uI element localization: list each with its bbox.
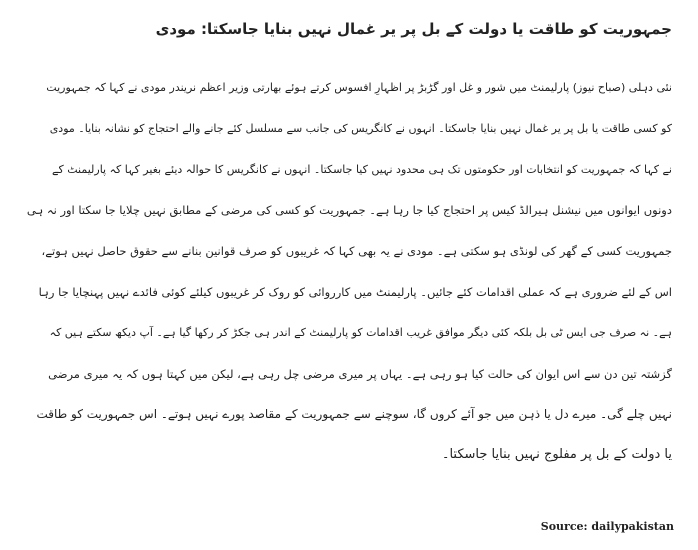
body-line: یا دولت کے بل پر مفلوج نہیں بنایا جاسکتا۔ — [441, 447, 672, 463]
body-line: نہیں چلے گی۔ میرے دل یا ذہن میں جو آئے کروں گا، سوچنے سے جمہوریت کے مقاصد پورے نہیں ہوتے۔ اس جمہوریت کو طاقت — [36, 407, 672, 422]
body-line: کو کسی طاقت یا بل پر یر غمال نہیں بنایا جاسکتا۔ انہوں نے کانگریس کی جانب سے مسلسل کئے جانے والے احتجاج کو نشانہ بنایا۔ مودی — [49, 121, 672, 135]
body-line: اس کے لئے ضروری ہے کہ عملی اقدامات کئے جائیں۔ پارلیمنٹ میں کارروائی کو روک کر غریبوں کیلئے کوئی فائدے نہیں پہنچایا جا رہا — [38, 284, 672, 299]
source-credit: Source: dailypakistan — [540, 520, 674, 533]
body-line: نے کہا کہ جمہوریت کو انتخابات اور حکومتوں تک ہی محدود نہیں کیا جاسکتا۔ انہوں نے کانگریس کا حوالہ دیئے بغیر کہا کہ پارلیمنٹ کے — [52, 162, 672, 176]
article-body — [26, 68, 672, 476]
body-line: دونوں ایوانوں میں نیشنل ہیرالڈ کیس پر احتجاج کیا جا رہا ہے۔ جمہوریت کو کسی کی مرضی کے مطابق نہیں چلایا جا سکتا اور نہ ہی — [26, 203, 672, 218]
article-headline: جمہوریت کو طاقت یا دولت کے بل پر یر غمال نہیں بنایا جاسکتا: مودی — [155, 20, 672, 38]
body-line: ہے۔ نہ صرف جی ایس ٹی بل بلکہ کئی دیگر موافق غریب اقدامات کو پارلیمنٹ کے اندر ہی جکڑ کر رکھا گیا ہے۔ آپ دیکھ سکتے ہیں کہ — [49, 325, 672, 339]
body-line: نئی دہلی (صباح نیوز) پارلیمنٹ میں شور و غل اور گڑبڑ پر اظہارِ افسوس کرتے ہوئے بھارتی وزیر اعظم نریندر مودی نے کہا کہ جمہوریت — [46, 81, 672, 94]
body-line: جمہوریت کسی کے گھر کی لونڈی ہو سکتی ہے۔ مودی نے یہ بھی کہا کہ غریبوں کو صرف قوانین بنانے سے حقوق حاصل نہیں ہوتے، — [41, 244, 672, 259]
body-line: گزشتہ تین دن سے اس ایوان کی حالت کیا ہو رہی ہے۔ یہاں پر میری مرضی چل رہی ہے، لیکن میں کہتا ہوں کہ یہ میری مرضی — [48, 366, 672, 381]
